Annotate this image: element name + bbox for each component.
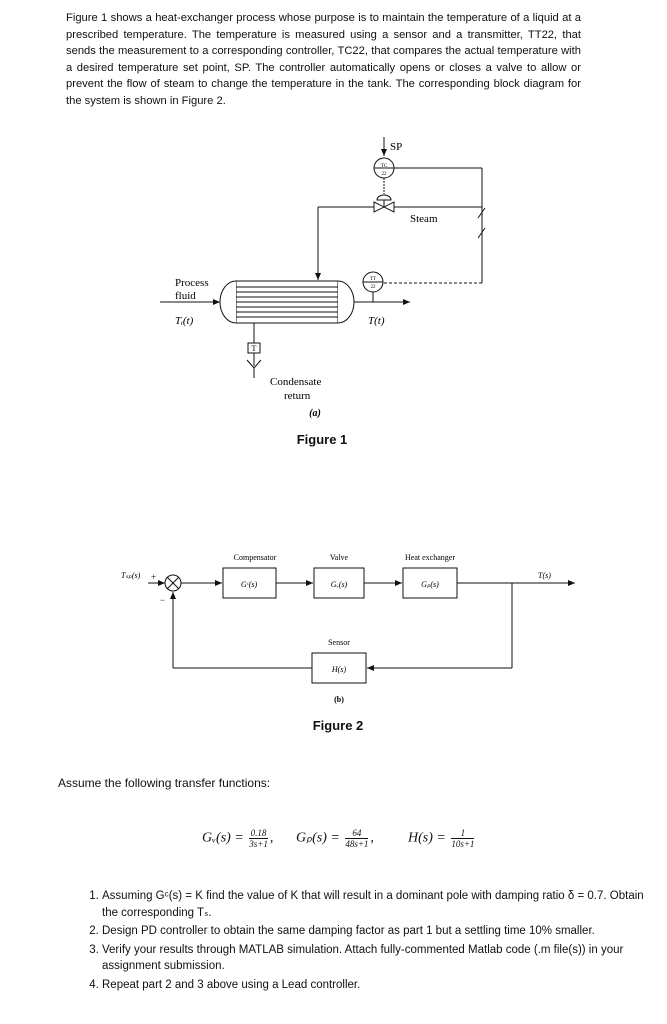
gp-lhs: Gₚ(s) = — [296, 830, 340, 846]
ti-label: Tᵢ(t) — [175, 315, 194, 327]
tc-tag-top: TC — [380, 164, 388, 169]
gv-label: Gᵥ(s) — [330, 580, 348, 589]
figure-2-caption: Figure 2 — [312, 718, 364, 733]
h-lhs: H(s) = — [408, 830, 446, 846]
gv-denominator: 3s+1 — [249, 839, 268, 849]
gv-transfer-function — [202, 828, 273, 849]
sensor-label: Sensor — [328, 638, 350, 647]
steam-label: Steam — [410, 213, 438, 225]
return-label: return — [284, 390, 311, 402]
fig1-sub: (a) — [309, 408, 321, 419]
heat-exchanger-label: Heat exchanger — [405, 553, 455, 562]
tc-tag-bottom: 22 — [381, 172, 387, 177]
process-label: Process — [175, 277, 209, 289]
gp-numerator: 64 — [345, 828, 368, 839]
fluid-label: fluid — [175, 290, 196, 302]
tsp-label: Tₛₚ(s) — [121, 571, 141, 580]
h-label: H(s) — [331, 665, 347, 674]
gp-separator: , — [370, 830, 374, 846]
trap-label: T — [251, 344, 257, 353]
question-4: 4. Repeat part 2 and 3 above using a Lead controller. — [102, 977, 657, 994]
gv-lhs: Gᵥ(s) = — [202, 830, 244, 846]
gv-separator: , — [269, 830, 274, 846]
question-2: 2. Design PD controller to obtain the same damping factor as part 1 but a settling time 10% smaller. — [102, 923, 657, 940]
sp-label: SP — [390, 141, 403, 153]
h-numerator: 1 — [451, 828, 474, 839]
assume-line: Assume the following transfer functions: — [58, 776, 271, 790]
intro-paragraph: Figure 1 shows a heat-exchanger process whose purpose is to maintain the temperature of a liquid at a prescribed temperature. The temperature is measured using a sensor and a transmitter, TT22, that sends the measurement to a corresponding controller, TC22, that compares the actual temperature with a desired temperature set point, SP. The controller automatically opens or closes a valve to allow or prevent the flow of steam to change the temperature in the tank. The corresponding block diagram for the system is shown in Figure 2. — [66, 12, 581, 107]
gp-fraction — [345, 828, 368, 849]
gv-numerator: 0.18 — [250, 828, 267, 838]
gp-denominator: 48s+1 — [345, 839, 369, 849]
h-fraction — [451, 828, 474, 849]
valve-label: Valve — [329, 553, 349, 562]
fig2-sub: (b) — [334, 695, 344, 704]
output-label: T(s) — [538, 571, 551, 580]
figure-1-caption: Figure 1 — [296, 432, 348, 447]
tout-label: T(t) — [368, 315, 385, 327]
gv-fraction — [249, 828, 268, 849]
gp-label: Gₚ(s) — [421, 580, 439, 589]
tt-tag-bottom: 22 — [370, 285, 376, 290]
gp-transfer-function — [296, 828, 374, 849]
tt-tag-top: TT — [369, 277, 377, 282]
plus-sign: + — [151, 572, 157, 582]
question-list — [80, 888, 657, 996]
h-transfer-function — [408, 828, 476, 849]
h-denominator: 10s+1 — [451, 839, 475, 849]
gc-label: Gᶜ(s) — [240, 580, 258, 589]
condensate-label: Condensate — [270, 376, 322, 388]
question-1: 1. Assuming Gᶜ(s) = K find the value of K that will result in a dominant pole with damping ratio δ = 0.7. Obtain the corresponding Tₛ. — [102, 888, 657, 921]
minus-sign: − — [160, 595, 166, 605]
compensator-label: Compensator — [233, 553, 277, 562]
question-3: 3. Verify your results through MATLAB simulation. Attach fully-commented Matlab code (.m file(s)) in your assignment submission. — [102, 942, 657, 975]
